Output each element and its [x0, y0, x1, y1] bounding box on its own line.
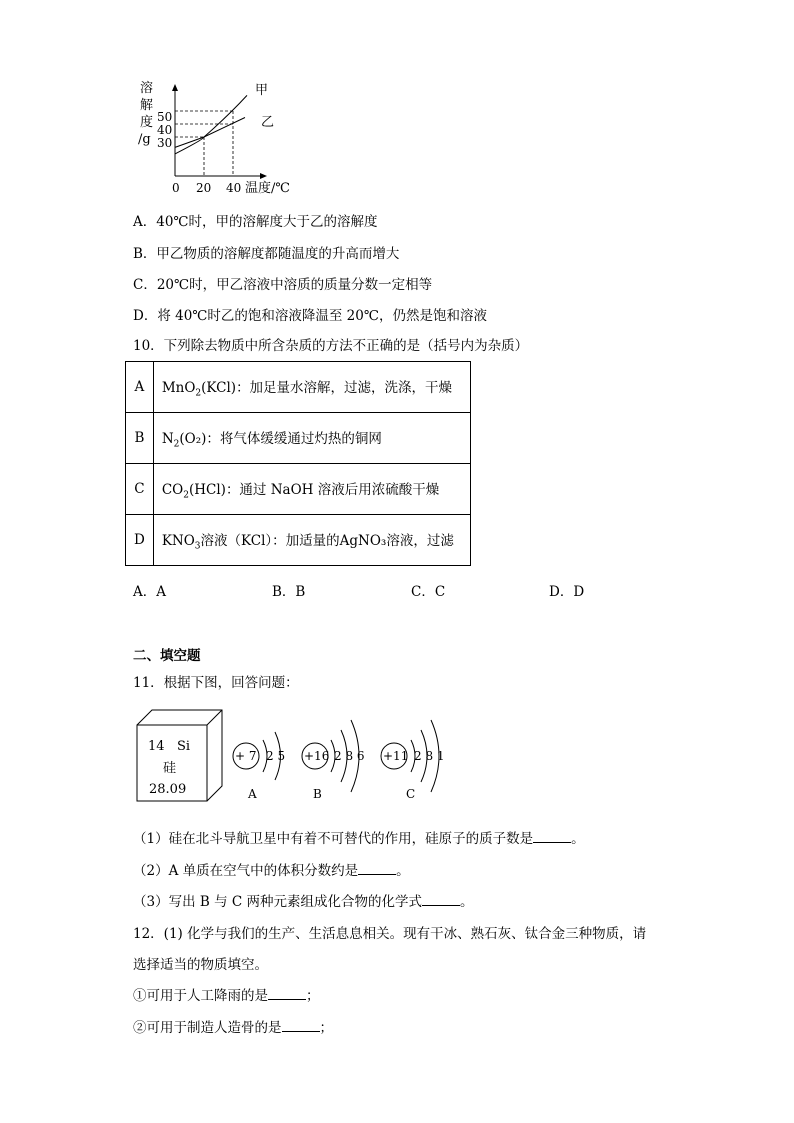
row-content: $N_2(O_2)$：将气体缓缓通过灼热的铜网: [153, 413, 470, 464]
answer-blank[interactable]: [282, 1019, 320, 1032]
answer-blank[interactable]: [358, 862, 396, 875]
q9-option-c: C．20℃时，甲乙溶液中溶质的质量分数一定相等: [133, 277, 433, 293]
q11-part-2: （2）A 单质在空气中的体积分数约是 。: [133, 863, 410, 879]
q9-option-d: D．将 40℃时乙的饱和溶液降温至 20℃，仍然是饱和溶液: [133, 308, 487, 324]
row-letter: D: [126, 515, 154, 566]
atom-label: B: [313, 787, 322, 801]
q12-stem-line1: 12．(1) 化学与我们的生产、生活息息相关。现有干冰、熟石灰、钛合金三种物质，请: [133, 926, 647, 942]
atom-b: [302, 720, 365, 801]
row-letter: A: [126, 362, 154, 413]
nucleus-label: +16: [304, 749, 330, 763]
answer-option: A．A: [133, 584, 166, 600]
x-axis-label: 温度/℃: [245, 181, 290, 196]
row-letter: C: [126, 464, 154, 515]
ylabel-char: 溶: [140, 81, 154, 96]
ylabel-char: 解: [140, 98, 154, 113]
table-row: [126, 515, 471, 566]
atom-structure-figure: [135, 708, 465, 803]
y-tick-label: 30: [157, 136, 173, 150]
table-row: [126, 362, 471, 413]
x-axis-arrow: [260, 173, 267, 179]
q9-option-a: A．40℃时，甲的溶解度大于乙的溶解度: [133, 214, 378, 230]
q9-option-b: B．甲乙物质的溶解度都随温度的升高而增大: [133, 246, 400, 262]
y-tick-label: 40: [157, 123, 173, 137]
q11-stem: 11．根据下图，回答问题：: [133, 675, 299, 691]
answer-blank[interactable]: [533, 830, 571, 843]
row-content: $CO_2(HCl)$：通过 NaOH 溶液后用浓硫酸干燥: [153, 464, 470, 515]
ylabel-char: /g: [138, 132, 151, 147]
y-axis-arrow: [172, 84, 178, 91]
element-number: 14: [148, 739, 165, 754]
atom-label: C: [406, 787, 416, 801]
series-line-jia: [175, 95, 247, 153]
q12-item-1: ①可用于人工降雨的是 ；: [133, 988, 320, 1004]
answer-option: B．B: [272, 584, 306, 600]
atom-a: [233, 732, 285, 801]
row-content: MnO$_2$(KCl)：加足量水溶解，过滤，洗涤，干燥: [153, 362, 470, 413]
section-heading: 二、填空题: [133, 648, 201, 664]
table-row: [126, 413, 471, 464]
x-tick-label: 20: [196, 181, 212, 195]
q10-table: [125, 361, 471, 566]
row-content: $KNO_3$溶液（KCl）：加适量的AgNO₃溶液，过滤: [153, 515, 470, 566]
solubility-chart: [135, 78, 295, 198]
q12-item-2: ②可用于制造人造骨的是 ；: [133, 1020, 333, 1036]
shell-electrons: 2 8 6: [334, 749, 365, 763]
answer-blank[interactable]: [422, 893, 460, 906]
answer-blank[interactable]: [268, 987, 306, 1000]
table-row: [126, 464, 471, 515]
element-mass: 28.09: [149, 782, 187, 797]
element-name: 硅: [163, 761, 177, 776]
q10-stem: 10．下列除去物质中所含杂质的方法不正确的是（括号内为杂质）: [133, 338, 529, 354]
x-tick-label: 0: [172, 181, 180, 195]
atom-c: [381, 720, 445, 801]
nucleus-label: + 7: [235, 749, 257, 763]
series-label-yi: 乙: [261, 115, 275, 130]
atom-label: A: [248, 787, 257, 801]
series-label-jia: 甲: [255, 83, 269, 98]
q11-part-3: （3）写出 B 与 C 两种元素组成化合物的化学式 。: [133, 894, 474, 910]
shell-electrons: 2 8 1: [414, 749, 445, 763]
shell-electrons: 2 5: [266, 749, 286, 763]
solubility-graph: [135, 78, 295, 198]
q12-stem-line2: 选择适当的物质填空。: [133, 957, 268, 973]
answer-option: C．C: [411, 584, 446, 600]
series-line-yi: [175, 118, 245, 148]
y-tick-label: 50: [157, 110, 173, 124]
x-tick-label: 40: [226, 181, 242, 195]
q11-part-1: （1）硅在北斗导航卫星中有着不可替代的作用，硅原子的质子数是 。: [133, 831, 585, 847]
element-symbol: Si: [177, 739, 191, 754]
nucleus-label: +11: [383, 749, 409, 763]
ylabel-char: 度: [140, 115, 154, 130]
answer-option: D．D: [549, 584, 585, 600]
row-letter: B: [126, 413, 154, 464]
